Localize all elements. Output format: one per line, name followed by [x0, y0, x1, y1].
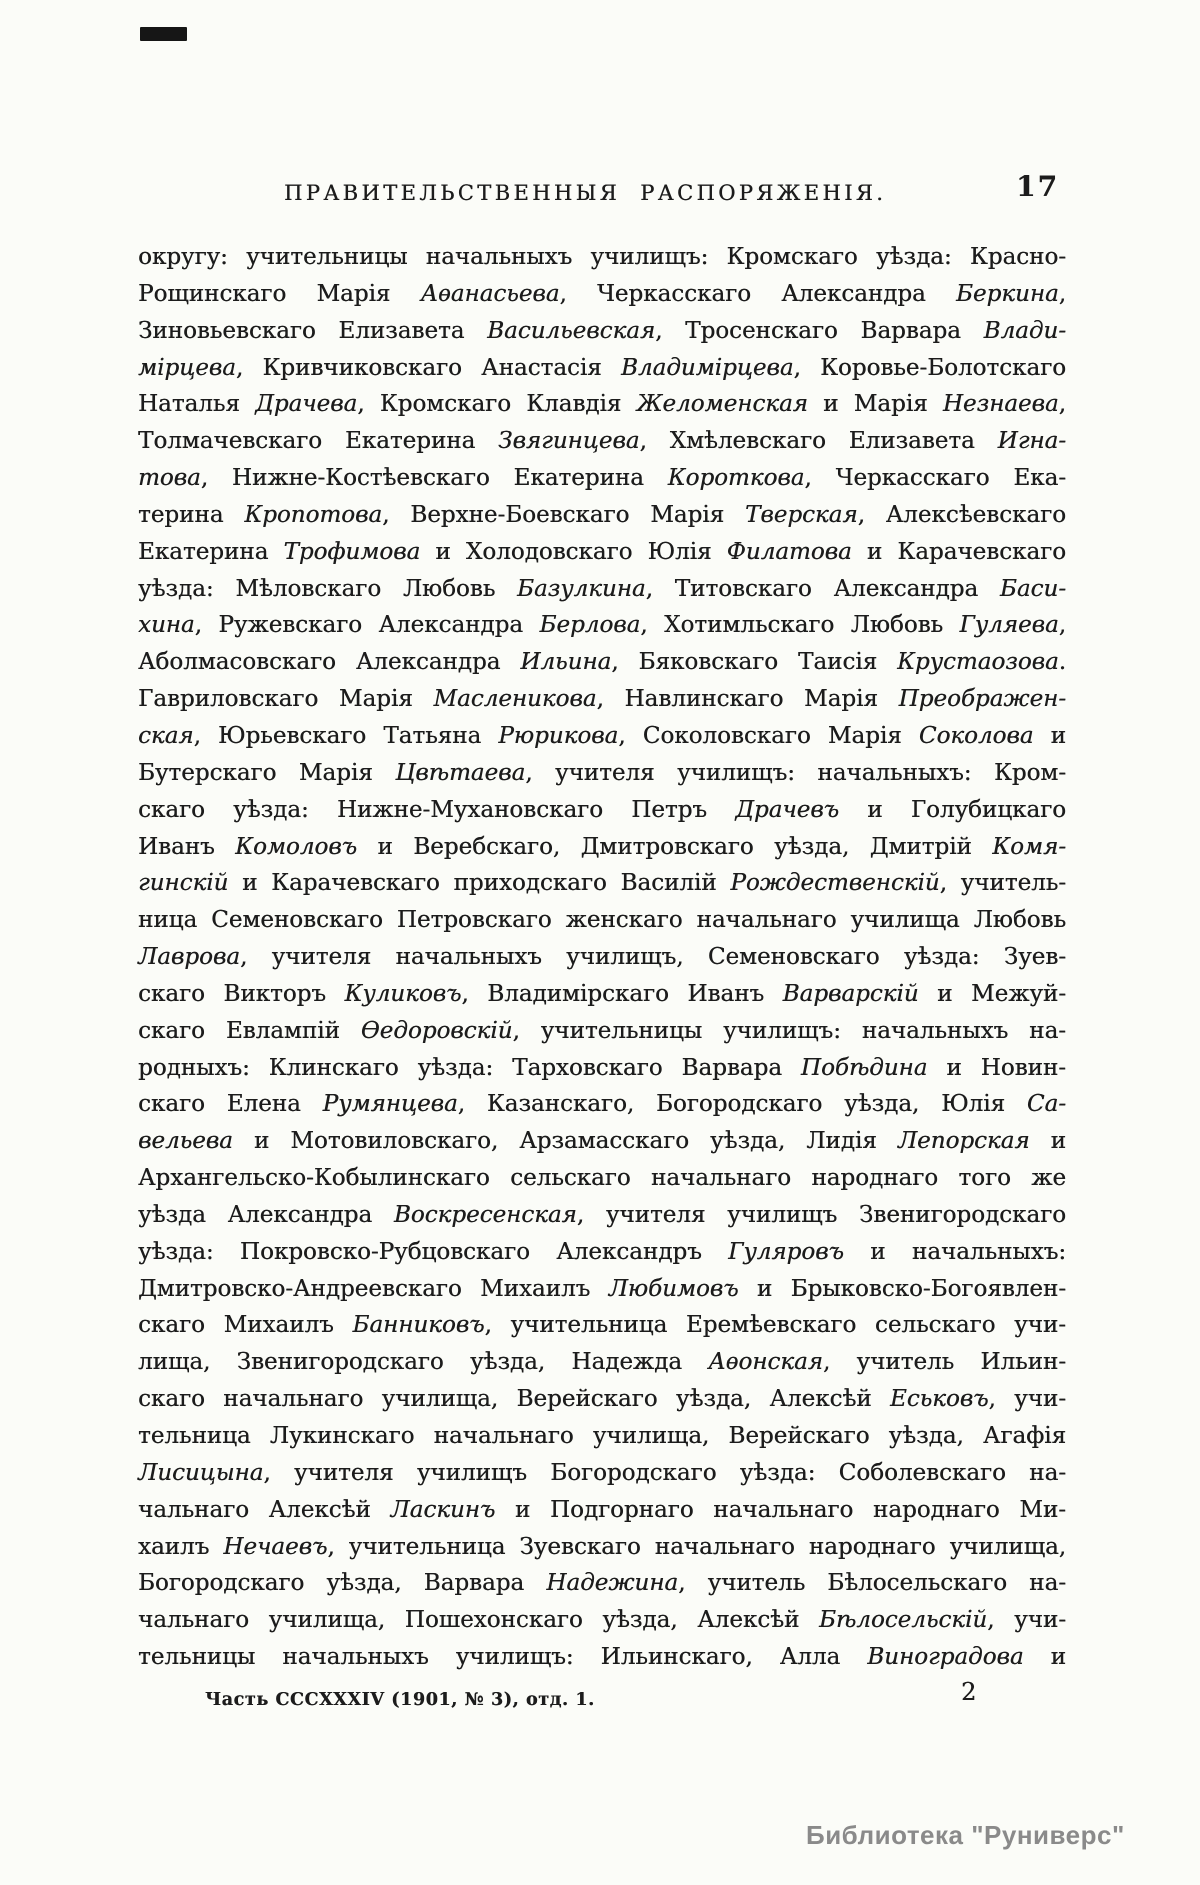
surname-italic: мірцева — [138, 354, 236, 381]
text-segment: уѣзда: Покровско-Рубцовскаго Александръ — [138, 1238, 729, 1265]
text-segment: и Новин- — [927, 1054, 1066, 1081]
surname-italic: Масленикова — [433, 686, 597, 713]
text-line — [138, 1565, 1066, 1602]
text-segment: и Брыковско-Богоявлен- — [738, 1275, 1067, 1302]
text-segment: терина — [138, 501, 245, 528]
surname-italic: Филатова — [726, 538, 852, 565]
footer-volume-note: Часть CCCXXXIV (1901, № 3), отд. 1. — [205, 1690, 595, 1710]
text-line — [138, 755, 1066, 792]
surname-italic: Нечаевъ — [223, 1533, 328, 1560]
text-line — [138, 1160, 1066, 1197]
text-segment: Наталья — [138, 391, 256, 418]
surname-italic: ская — [138, 722, 194, 749]
text-segment: , учителя училищъ Богородскаго уѣзда: Соболевскаго на- — [263, 1459, 1066, 1486]
surname-italic: Трофимова — [283, 538, 421, 565]
text-line — [138, 1197, 1066, 1234]
surname-italic: Влади- — [983, 317, 1066, 344]
surname-italic: Побѣдина — [800, 1054, 928, 1081]
text-segment: , Черкасскаго Ека- — [804, 465, 1067, 492]
text-segment: и Холодовскаго Юлія — [420, 538, 727, 565]
text-segment: округу: учительницы начальныхъ училищъ: Кромскаго уѣзда: Красно- — [138, 244, 1066, 270]
text-line — [138, 1086, 1066, 1123]
text-segment: тельница Лукинскаго начальнаго училища, Верейскаго уѣзда, Агафія — [138, 1423, 1066, 1449]
text-line — [138, 1271, 1066, 1308]
text-segment: и — [1033, 722, 1066, 749]
text-line — [138, 1639, 1066, 1676]
text-segment: , Соколовскаго Марія — [618, 722, 919, 749]
text-segment: тельницы начальныхъ училищъ: Ильинскаго, Алла — [138, 1644, 868, 1671]
text-segment: , Владимірскаго Иванъ — [461, 980, 783, 1007]
text-segment: , Верхне-Боевскаго Марія — [382, 501, 745, 528]
surname-italic: Лаврова — [138, 944, 240, 971]
surname-italic: Варварскій — [782, 980, 919, 1007]
surname-italic: Желоменская — [636, 391, 808, 418]
surname-italic: Соколова — [918, 722, 1034, 749]
text-line — [138, 313, 1066, 350]
body-text — [138, 239, 1066, 1676]
text-line — [138, 497, 1066, 534]
surname-italic: Игна- — [997, 428, 1066, 455]
surname-italic: Кропотова — [244, 501, 383, 528]
text-line — [138, 1344, 1066, 1381]
surname-italic: Еськовъ — [889, 1386, 989, 1413]
text-segment: лища, Звенигородскаго уѣзда, Надежда — [138, 1349, 709, 1376]
text-segment: , Бяковскаго Таисія — [611, 649, 898, 676]
text-segment: , Навлинскаго Марія — [596, 686, 899, 713]
text-segment: , Черкасскаго Александра — [559, 280, 957, 307]
text-segment: и Карачевскаго — [851, 538, 1066, 565]
text-segment: , учителя училищъ Звенигородскаго — [576, 1201, 1066, 1228]
surname-italic: Тверская — [744, 501, 858, 528]
page-number: 17 — [1016, 170, 1059, 203]
text-line — [138, 386, 1066, 423]
text-segment: , Ружевскаго Александра — [194, 612, 540, 639]
surname-italic: Лепорская — [897, 1128, 1030, 1155]
text-line — [138, 939, 1066, 976]
text-line — [138, 829, 1066, 866]
surname-italic: Беркина — [956, 280, 1059, 307]
surname-italic: хина — [138, 612, 195, 639]
text-segment: Иванъ — [138, 833, 236, 860]
text-segment: , Кривчиковскаго Анастасія — [235, 354, 621, 381]
text-line — [138, 718, 1066, 755]
library-watermark: Библиотека "Руниверс" — [806, 1820, 1125, 1850]
surname-italic: Банниковъ — [352, 1312, 485, 1339]
text-segment: , Юрьевскаго Татьяна — [193, 722, 499, 749]
text-segment: Рощинскаго Марія — [138, 280, 421, 307]
ink-mark — [140, 27, 187, 41]
text-segment: , — [1058, 280, 1066, 307]
surname-italic: Ильина — [520, 649, 612, 676]
surname-italic: Базулкина — [517, 575, 646, 602]
text-segment: и Веребскаго, Дмитровскаго уѣзда, Дмитрій — [356, 833, 993, 860]
surname-italic: Васильевская — [487, 317, 656, 344]
text-segment: , Алексѣевскаго — [857, 501, 1066, 528]
surname-italic: Цвѣтаева — [395, 759, 526, 786]
surname-italic: Комя- — [992, 833, 1066, 860]
page-header-title: ПРАВИТЕЛЬСТВЕННЫЯ РАСПОРЯЖЕНІЯ. — [284, 181, 887, 205]
surname-italic: Драчева — [255, 391, 358, 418]
text-segment: , учительницы училищъ: начальныхъ на- — [512, 1017, 1066, 1044]
text-segment: скаго Михаилъ — [138, 1312, 353, 1339]
text-segment: , — [1058, 391, 1066, 418]
surname-italic: Румянцева — [322, 1091, 458, 1118]
text-segment: , учитель- — [939, 870, 1066, 897]
text-segment: , учительница Еремѣевскаго сельскаго учи- — [484, 1312, 1066, 1339]
text-segment: , — [1058, 612, 1066, 639]
surname-italic: Виноградова — [867, 1644, 1024, 1671]
surname-italic: Бѣлосельскій — [819, 1607, 988, 1634]
text-segment: хаилъ — [138, 1533, 224, 1560]
text-line — [138, 423, 1066, 460]
text-line — [138, 902, 1066, 939]
surname-italic: Любимовъ — [608, 1275, 739, 1302]
text-segment: , Казанскаго, Богородскаго уѣзда, Юлія — [457, 1091, 1027, 1118]
text-segment: и — [1023, 1644, 1067, 1671]
text-segment: и Марія — [807, 391, 943, 418]
text-segment: , учи- — [987, 1607, 1066, 1634]
text-segment: скаго уѣзда: Нижне-Мухановскаго Петръ — [138, 796, 736, 823]
text-line — [138, 276, 1066, 313]
text-line — [138, 1234, 1066, 1271]
surname-italic: Аѳонская — [708, 1349, 823, 1376]
text-line — [138, 607, 1066, 644]
text-segment: скаго Викторъ — [138, 980, 345, 1007]
text-line — [138, 571, 1066, 608]
surname-italic: това — [138, 465, 201, 492]
surname-italic: Ѳедоровскій — [360, 1017, 513, 1044]
text-segment: Архангельско-Кобылинскаго сельскаго начальнаго народнаго того же — [138, 1165, 1066, 1192]
text-line — [138, 1418, 1066, 1455]
text-segment: , Хотимльскаго Любовь — [640, 612, 960, 639]
surname-italic: Берлова — [539, 612, 641, 639]
text-segment: и Подгорнаго начальнаго народнаго Ми- — [495, 1496, 1066, 1523]
text-line — [138, 1455, 1066, 1492]
surname-italic: Комоловъ — [235, 833, 357, 860]
text-line — [138, 976, 1066, 1013]
text-segment: Зиновьевскаго Елизавета — [138, 317, 488, 344]
surname-italic: Лисицына — [138, 1459, 264, 1486]
text-segment: и Карачевскаго приходскаго Василій — [228, 870, 731, 897]
text-line — [138, 1492, 1066, 1529]
text-segment: Богородскаго уѣзда, Варвара — [138, 1570, 547, 1597]
surname-italic: Гуляровъ — [728, 1238, 844, 1265]
text-segment: . — [1058, 649, 1066, 676]
text-segment: чальнаго училища, Пошехонскаго уѣзда, Алексѣй — [138, 1607, 820, 1634]
surname-italic: гинскій — [138, 870, 229, 897]
text-line — [138, 681, 1066, 718]
text-line — [138, 1381, 1066, 1418]
text-segment: скаго начальнаго училища, Верейскаго уѣзда, Алексѣй — [138, 1386, 890, 1413]
surname-italic: Воскресенская — [393, 1201, 577, 1228]
surname-italic: Крустаозова — [897, 649, 1059, 676]
signature-mark: 2 — [961, 1678, 977, 1706]
surname-italic: вельева — [138, 1128, 233, 1155]
text-segment: Гавриловскаго Марія — [138, 686, 434, 713]
surname-italic: Баси- — [999, 575, 1067, 602]
text-segment: уѣзда Александра — [138, 1201, 394, 1228]
surname-italic: Рождественскій — [730, 870, 940, 897]
text-line — [138, 1050, 1066, 1087]
text-segment: родныхъ: Клинскаго уѣзда: Тарховскаго Варвара — [138, 1054, 801, 1081]
text-segment: , учительница Зуевскаго начальнаго народнаго училища, — [327, 1533, 1067, 1560]
surname-italic: Са- — [1026, 1091, 1066, 1118]
surname-italic: Куликовъ — [344, 980, 462, 1007]
text-line — [138, 1307, 1066, 1344]
text-segment: и — [1029, 1128, 1067, 1155]
text-line — [138, 534, 1066, 571]
surname-italic: Драчевъ — [735, 796, 839, 823]
text-segment: , учителя начальныхъ училищъ, Семеновскаго уѣзда: Зуев- — [239, 944, 1066, 971]
text-segment: скаго Евлампій — [138, 1017, 361, 1044]
surname-italic: Надежина — [546, 1570, 679, 1597]
text-line — [138, 460, 1066, 497]
text-line — [138, 1529, 1066, 1566]
surname-italic: Преображен- — [898, 686, 1066, 713]
text-segment: , Нижне-Костѣевскаго Екатерина — [200, 465, 668, 492]
text-segment: , Тросенскаго Варвара — [655, 317, 984, 344]
surname-italic: Звягинцева — [498, 428, 640, 455]
text-line — [138, 1123, 1066, 1160]
text-segment: , Коровье-Болотскаго — [793, 354, 1066, 381]
text-segment: , учителя училищъ: начальныхъ: Кром- — [525, 759, 1066, 786]
surname-italic: Ласкинъ — [390, 1496, 496, 1523]
text-line — [138, 1013, 1066, 1050]
surname-italic: Короткова — [667, 465, 805, 492]
text-segment: и Межуй- — [918, 980, 1066, 1007]
surname-italic: Владимірцева — [620, 354, 794, 381]
text-segment: , учи- — [988, 1386, 1066, 1413]
text-segment: Екатерина — [138, 538, 284, 565]
text-segment: и начальныхъ: — [843, 1238, 1066, 1265]
text-line — [138, 865, 1066, 902]
text-line — [138, 350, 1066, 387]
surname-italic: Гуляева — [959, 612, 1059, 639]
text-line — [138, 239, 1066, 276]
text-line — [138, 1602, 1066, 1639]
text-line — [138, 644, 1066, 681]
text-line — [138, 792, 1066, 829]
text-segment: , Хмѣлевскаго Елизавета — [639, 428, 998, 455]
text-segment: , учитель Бѣлосельскаго на- — [678, 1570, 1066, 1597]
text-segment: Аболмасовскаго Александра — [138, 649, 521, 676]
text-segment: и Голубицкаго — [839, 796, 1067, 823]
text-segment: ница Семеновскаго Петровскаго женскаго начальнаго училища Любовь — [138, 907, 1066, 934]
text-segment: скаго Елена — [138, 1091, 323, 1118]
text-segment: , Титовскаго Александра — [645, 575, 1000, 602]
text-segment: , учитель Ильин- — [822, 1349, 1067, 1376]
text-segment: уѣзда: Мѣловскаго Любовь — [138, 575, 518, 602]
text-segment: чальнаго Алексѣй — [138, 1496, 391, 1523]
surname-italic: Незнаева — [942, 391, 1059, 418]
text-segment: Дмитровско-Андреевскаго Михаилъ — [138, 1275, 609, 1302]
surname-italic: Рюрикова — [498, 722, 619, 749]
text-segment: Толмачевскаго Екатерина — [138, 428, 499, 455]
surname-italic: Аѳанасьева — [420, 280, 560, 307]
text-segment: , Кромскаго Клавдія — [357, 391, 637, 418]
text-segment: Бутерскаго Марія — [138, 759, 396, 786]
text-segment: и Мотовиловскаго, Арзамасскаго уѣзда, Лидія — [232, 1128, 898, 1155]
